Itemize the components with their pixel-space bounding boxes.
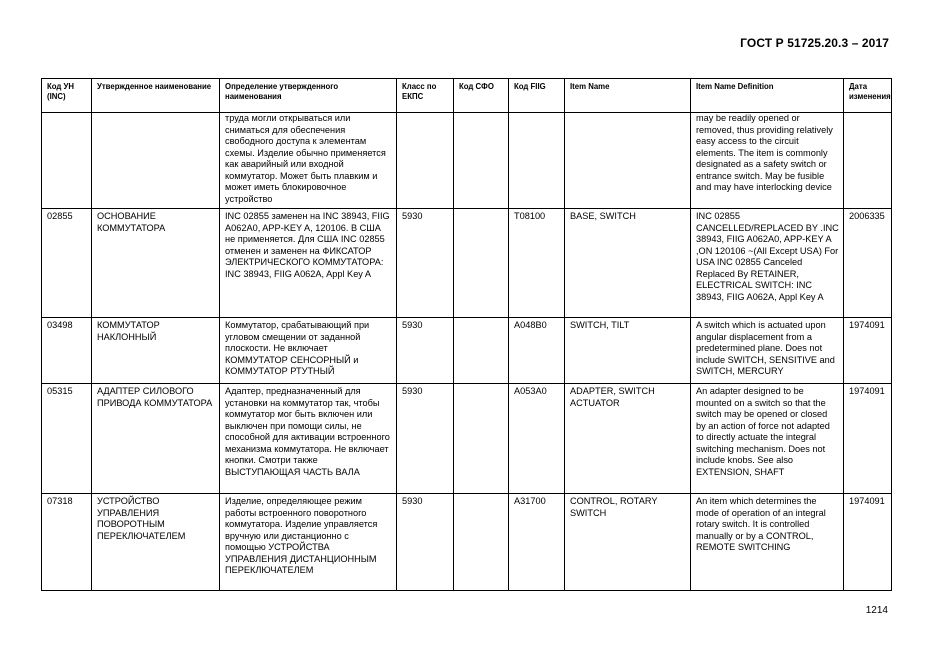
cell-class: 5930 xyxy=(397,384,454,494)
cell-fiig: A048B0 xyxy=(509,318,565,384)
document-standard-title: ГОСТ Р 51725.20.3 – 2017 xyxy=(740,36,889,50)
cell-fiig: A31700 xyxy=(509,494,565,591)
table-row xyxy=(42,494,892,591)
column-header-class: Класс по ЕКПС xyxy=(397,79,454,113)
cell-date xyxy=(844,113,892,209)
cell-sfo xyxy=(454,494,509,591)
cell-name xyxy=(92,113,220,209)
cell-inc xyxy=(42,113,92,209)
cell-item-name xyxy=(565,113,691,209)
cell-sfo xyxy=(454,209,509,318)
cell-item-name: SWITCH, TILT xyxy=(565,318,691,384)
column-header-sfo: Код СФО xyxy=(454,79,509,113)
cell-date: 2006335 xyxy=(844,209,892,318)
cell-sfo xyxy=(454,113,509,209)
page-number: 1214 xyxy=(865,605,888,616)
cell-item-definition: INC 02855 CANCELLED/REPLACED BY .INC 38943, FIIG A062A0, APP-KEY A ,ON 120106 ~(All Except USA) For USA INC 02855 Canceled Replaced By RETAINER, ELECTRICAL SWITCH: INC 38943, FIIG A062A, Appl Key A xyxy=(691,209,844,318)
column-header-item-name: Item Name xyxy=(565,79,691,113)
column-header-date: Дата изменения xyxy=(844,79,892,113)
cell-class: 5930 xyxy=(397,209,454,318)
table-row xyxy=(42,318,892,384)
cell-definition: Адаптер, предназначенный для установки на коммутатор так, чтобы коммутатор мог быть включен или выключен при помощи силы, не способной для активации встроенного механизма коммутатора. Не включает кнопки. Смотри также ВЫСТУПАЮЩАЯ ЧАСТЬ ВАЛА xyxy=(220,384,397,494)
cell-definition: Коммутатор, срабатывающий при угловом смещении от заданной плоскости. Не включает КОММУТАТОР СЕНСОРНЫЙ и КОММУТАТОР РТУТНЫЙ xyxy=(220,318,397,384)
cell-date: 1974091 xyxy=(844,318,892,384)
cell-fiig xyxy=(509,113,565,209)
cell-class: 5930 xyxy=(397,318,454,384)
cell-item-definition: may be readily opened or removed, thus providing relatively easy access to the circuit elements. The item is commonly designated as a safety switch or entrance switch. May be fusible and may have interlocking device xyxy=(691,113,844,209)
cell-inc: 02855 xyxy=(42,209,92,318)
cell-date: 1974091 xyxy=(844,384,892,494)
cell-item-name: ADAPTER, SWITCH ACTUATOR xyxy=(565,384,691,494)
cell-item-definition: An adapter designed to be mounted on a switch so that the switch may be opened or closed by an action of force not adapted to directly actuate the integral switching mechanism. Does not include knobs. See also EXTENSION, SHAFT xyxy=(691,384,844,494)
table-row xyxy=(42,209,892,318)
cell-class xyxy=(397,113,454,209)
table-header-row xyxy=(42,79,892,113)
cell-fiig: T08100 xyxy=(509,209,565,318)
cell-definition: труда могли открываться или сниматься для обеспечения свободного доступа к элементам схемы. Изделие обычно применяется как аварийный или входной коммутатор. Может быть плавким и может иметь блокировочное устройство xyxy=(220,113,397,209)
cell-name: УСТРОЙСТВО УПРАВЛЕНИЯ ПОВОРОТНЫМ ПЕРЕКЛЮЧАТЕЛЕМ xyxy=(92,494,220,591)
definitions-table xyxy=(41,78,892,591)
cell-inc: 07318 xyxy=(42,494,92,591)
cell-item-definition: A switch which is actuated upon angular displacement from a predetermined plane. Does not include SWITCH, SENSITIVE and SWITCH, MERCURY xyxy=(691,318,844,384)
cell-sfo xyxy=(454,318,509,384)
cell-name: КОММУТАТОР НАКЛОННЫЙ xyxy=(92,318,220,384)
cell-name: АДАПТЕР СИЛОВОГО ПРИВОДА КОММУТАТОРА xyxy=(92,384,220,494)
cell-date: 1974091 xyxy=(844,494,892,591)
table-row xyxy=(42,113,892,209)
column-header-item-definition: Item Name Definition xyxy=(691,79,844,113)
cell-definition: INC 02855 заменен на INC 38943, FIIG A062A0, APP-KEY A, 120106. В США не применяется. Для США INC 02855 отменен и заменен на ФИКСАТОР ЭЛЕКТРИЧЕСКОГО КОММУТАТОРА: INC 38943, FIIG A062A, Appl Key A xyxy=(220,209,397,318)
cell-sfo xyxy=(454,384,509,494)
column-header-definition: Определение утвержденного наименования xyxy=(220,79,397,113)
cell-inc: 05315 xyxy=(42,384,92,494)
cell-inc: 03498 xyxy=(42,318,92,384)
cell-class: 5930 xyxy=(397,494,454,591)
column-header-inc: Код УН (INC) xyxy=(42,79,92,113)
cell-item-name: CONTROL, ROTARY SWITCH xyxy=(565,494,691,591)
column-header-fiig: Код FIIG xyxy=(509,79,565,113)
cell-definition: Изделие, определяющее режим работы встроенного поворотного коммутатора. Изделие управляется вручную или дистанционно с помощью УСТРОЙСТВА УПРАВЛЕНИЯ ДИСТАНЦИОННЫМ ПЕРЕКЛЮЧАТЕЛЕМ xyxy=(220,494,397,591)
cell-item-name: BASE, SWITCH xyxy=(565,209,691,318)
table-row xyxy=(42,384,892,494)
cell-item-definition: An item which determines the mode of operation of an integral rotary switch. It is controlled manually or by a CONTROL, REMOTE SWITCHING xyxy=(691,494,844,591)
column-header-approved-name: Утвержденное наименование xyxy=(92,79,220,113)
cell-fiig: A053A0 xyxy=(509,384,565,494)
cell-name: ОСНОВАНИЕ КОММУТАТОРА xyxy=(92,209,220,318)
